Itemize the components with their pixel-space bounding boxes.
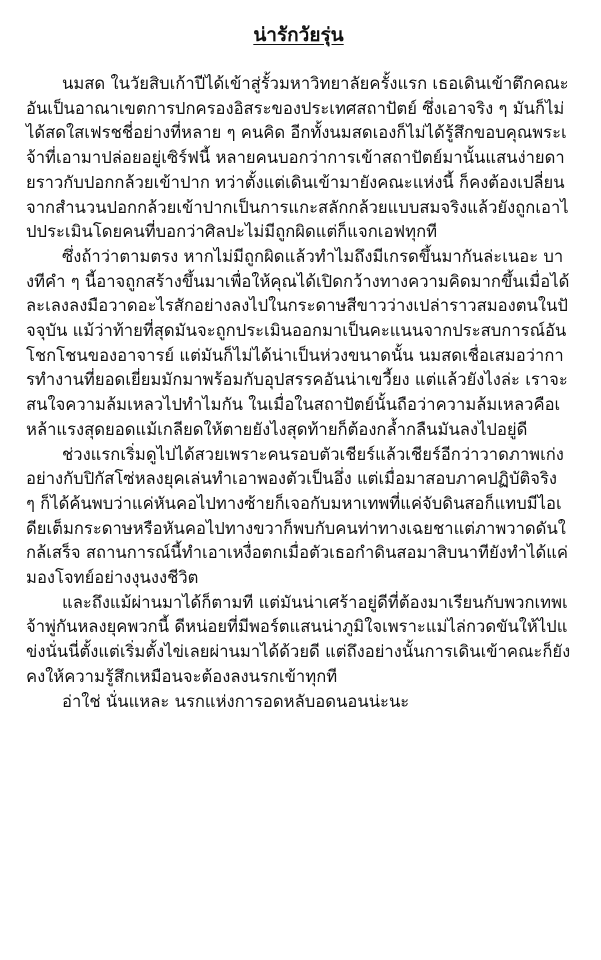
- paragraph-3: ช่วงแรกเริ่มดูไปได้สวยเพราะคนรอบตัวเชียร์แล้วเชียร์อีกว่าวาดภาพเก่งอย่างกับปิกัสโซ่หลงยุคเล่นทำเอาพองตัวเป็นอึ่ง แต่เมื่อมาสอบภาคปฏิบัติจริง ๆ ก็ได้ค้นพบว่าแค่หันคอไปทางซ้ายก็เจอกับมหาเทพที่แค่จับดินสอก็แทบมีไอเดียเต็มกระดาษหรือหันคอไปทางขวาก็พบกับคนท่าทางเฉยชาแต่ภาพวาดดันใกล้เสร็จ สถานการณ์นี้ทำเอาเหงื่อตกเมื่อตัวเธอกำดินสอมาสิบนาทียังทำได้แค่มองโจทย์อย่างงุนงงชีวิต: [26, 444, 569, 588]
- document-title: น่ารักวัยรุ่น: [253, 24, 344, 46]
- paragraph-5: อ่าใช่ นั่นแหละ นรกแห่งการอดหลับอดนอนน่ะนะ: [62, 691, 410, 711]
- paragraph-2: ซึ่งถ้าว่าตามตรง หากไม่มีถูกผิดแล้วทำไมถึงมีเกรดขึ้นมากันล่ะเนอะ บางทีคำ ๆ นี้อาจถูกสร้างขึ้นมาเพื่อให้คุณได้เปิดกว้างทางความคิดมากขึ้นเมื่อได้ละเลงลงมือวาดอะไรสักอย่างลงไปในกระดาษสีขาวว่างเปล่าราวสมองตนในปัจจุบัน แม้ว่าท้ายที่สุดมันจะถูกประเมินออกมาเป็นคะแนนจากประสบการณ์อันโชกโชนของอาจารย์ แต่มันก็ไม่ได้น่าเป็นห่วงขนาดนั้น นมสดเชื่อเสมอว่าการทำงานที่ยอดเยี่ยมมักมาพร้อมกับอุปสรรคอันน่าเขวี้ยง แต่แล้วยังไงล่ะ เราจะสนใจความล้มเหลวไปทำไมกัน ในเมื่อในสถาปัตย์นั้นถือว่าความล้มเหลวคือเหล้าแรงสุดยอดแม้เกลียดให้ตายยังไงสุดท้ายก็ต้องกล้ำกลืนมันลงไปอยู่ดี: [26, 246, 570, 439]
- paragraph-4: และถึงแม้ผ่านมาได้ก็ตามที แต่มันน่าเศร้าอยู่ดีที่ต้องมาเรียนกับพวกเทพเจ้าพู่กันหลงยุคพวกนี้ ดีหน่อยที่มีพอร์ตแสนน่าภูมิใจเพราะแม่ไล่กวดขันให้ไปแข่งนั่นนี่ตั้งแต่เริ่มตั้งไข่เลยผ่านมาได้ด้วยดี แต่ถึงอย่างนั้นการเดินเข้าคณะก็ยังคงให้ความรู้สึกเหมือนจะต้องลงนรกเข้าทุกที: [26, 592, 571, 686]
- paragraph-1: นมสด ในวัยสิบเก้าปีได้เข้าสู่รั้วมหาวิทยาลัยครั้งแรก เธอเดินเข้าตึกคณะอันเป็นอาณาเขตการปกครองอิสระของประเทศสถาปัตย์ ซึ่งเอาจริง ๆ มันก็ไม่ได้สดใสเฟรชชี่อย่างที่หลาย ๆ คนคิด อีกทั้งนมสดเองก็ไม่ได้รู้สึกขอบคุณพระเจ้าที่เอามาปล่อยอยู่เซิร์ฟนี้ หลายคนบอกว่าการเข้าสถาปัตย์มานั้นแสนง่ายดายราวกับปอกกล้วยเข้าปาก ทว่าตั้งแต่เดินเข้ามายังคณะแห่งนี้ ก็คงต้องเปลี่ยนจากสำนวนปอกกล้วยเข้าปากเป็นการแกะสลักกล้วยแบบสมจริงแล้วยังถูกเอาไปประเมินโดยคนที่บอกว่าศิลปะไม่มีถูกผิดแต่ก็แจกเอฟทุกที: [26, 74, 569, 242]
